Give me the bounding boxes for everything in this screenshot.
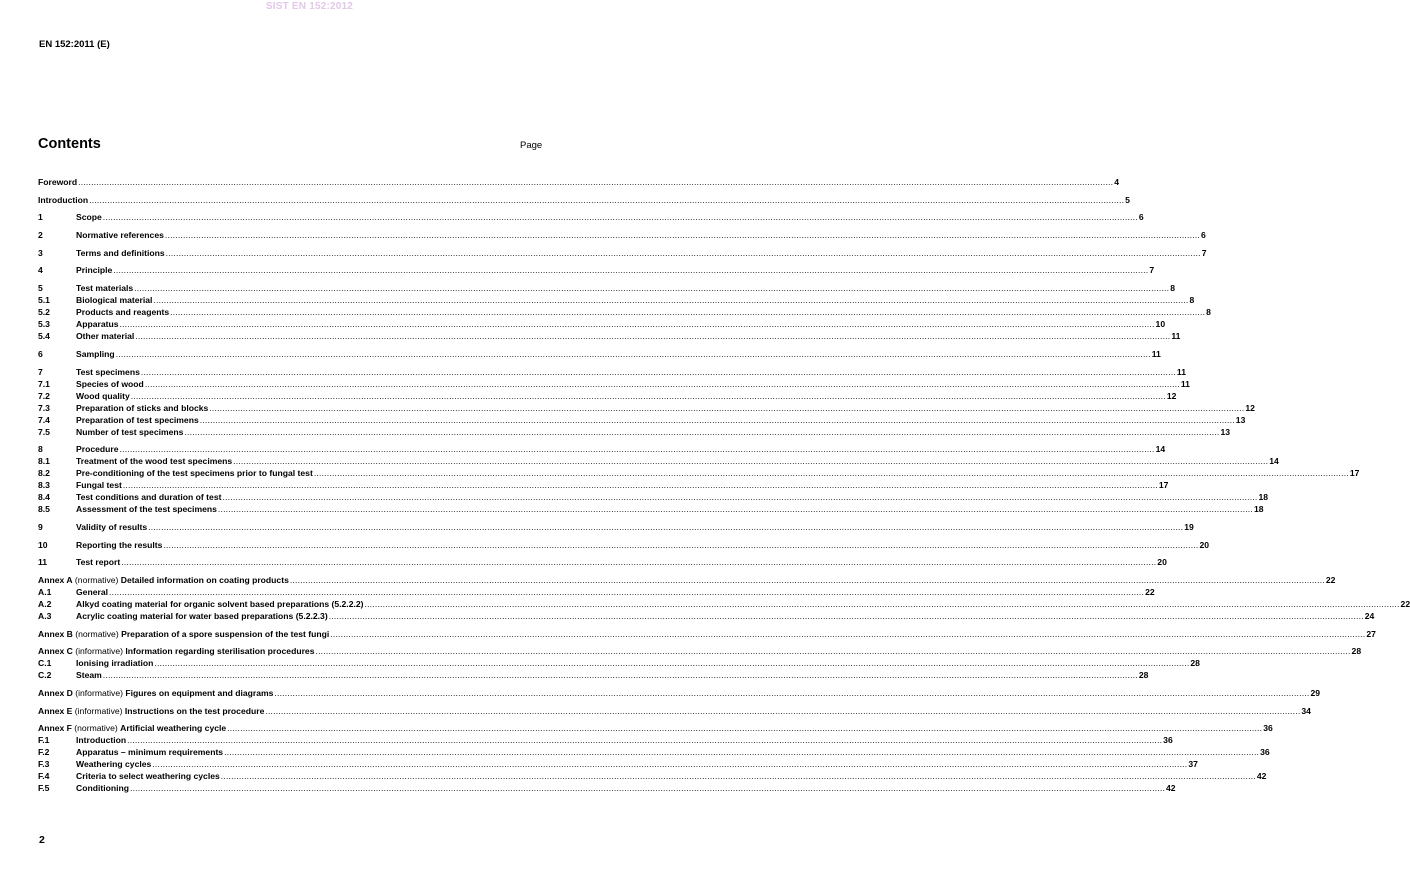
toc-entry[interactable] [38, 628, 1376, 640]
toc-entry-title: Criteria to select weathering cycles [76, 771, 220, 782]
toc-entry-title: Test conditions and duration of test [76, 492, 222, 503]
toc-entry-number: 5.1 [38, 295, 50, 306]
toc-entry[interactable] [38, 758, 1198, 770]
toc-group [38, 247, 1207, 259]
toc-entry-title: Treatment of the wood test specimens [76, 456, 233, 467]
toc-entry[interactable] [38, 610, 1375, 622]
toc-entry-title [38, 722, 226, 734]
toc-entry[interactable] [38, 574, 1336, 586]
toc-group [38, 194, 1130, 206]
toc-entry-page: 4 [1114, 177, 1119, 187]
toc-entry-number: 1 [38, 212, 43, 223]
toc-entry-number: 7.5 [38, 426, 50, 437]
watermark: SIST EN 152:2012 [265, 1, 354, 12]
dot-leader: ................................................................................................................................................................................................................................................................................................................................................................................................................ [102, 670, 1138, 681]
dot-leader: ................................................................................................................................................................................................................................................................................................................................................................................................................ [153, 295, 1189, 306]
toc-entry[interactable] [38, 306, 1211, 318]
toc-entry[interactable] [38, 211, 1144, 223]
toc-entry-title: Products and reagents [76, 307, 170, 318]
toc-group [38, 521, 1194, 533]
toc-entry-number: 5.2 [38, 307, 50, 318]
toc-entry-title: Fungal test [76, 480, 122, 491]
toc-group [38, 539, 1210, 551]
toc-entry-number: 5.3 [38, 319, 50, 330]
toc-group [38, 574, 1410, 622]
toc-entry-number: 3 [38, 247, 43, 258]
toc-entry-page: 17 [1158, 480, 1169, 491]
toc-entry[interactable] [38, 669, 1149, 681]
toc-entry-page: 27 [1366, 628, 1376, 639]
toc-entry-title: Ionising irradiation [76, 658, 154, 669]
dot-leader: ................................................................................................................................................................................................................................................................................................................................................................................................................ [119, 444, 1155, 455]
toc-group [38, 645, 1362, 681]
toc-entry-title: Apparatus [76, 319, 119, 330]
toc-entry[interactable] [38, 556, 1167, 568]
toc-entry[interactable] [38, 330, 1181, 342]
toc-entry-title: Validity of results [76, 521, 148, 532]
toc-entry-page: 11 [1151, 348, 1161, 359]
toc-group [38, 211, 1144, 223]
dot-leader: ................................................................................................................................................................................................................................................................................................................................................................................................................ [89, 194, 1125, 205]
toc-entry-number: 7 [38, 366, 43, 377]
toc-entry-page: 8 [1189, 295, 1195, 306]
toc-entry-page: 34 [1301, 705, 1311, 716]
toc-entry-page: 5 [1125, 194, 1130, 205]
annex-title: Figures on equipment and diagrams [125, 688, 274, 698]
toc-group [38, 176, 1119, 188]
dot-leader: ................................................................................................................................................................................................................................................................................................................................................................................................................ [152, 759, 1188, 770]
annex-title: Information regarding sterilisation procedures [125, 646, 315, 657]
toc-entry-page: 11 [1176, 366, 1186, 377]
toc-group [38, 282, 1211, 342]
annex-label: Annex B [38, 628, 73, 639]
toc-entry-title: Acrylic coating material for water based preparations (5.2.2.3) [76, 610, 328, 621]
table-of-contents [38, 176, 1410, 800]
toc-entry-number: F.3 [38, 759, 50, 770]
dot-leader: ................................................................................................................................................................................................................................................................................................................................................................................................................ [130, 390, 1166, 401]
toc-group [38, 556, 1167, 568]
toc-entry-number: A.2 [38, 598, 52, 609]
toc-entry-page: 7 [1149, 265, 1155, 276]
dot-leader: ................................................................................................................................................................................................................................................................................................................................................................................................................ [163, 539, 1199, 550]
toc-entry-number: 7.2 [38, 390, 50, 401]
toc-entry[interactable] [38, 645, 1362, 657]
toc-entry[interactable] [38, 746, 1270, 758]
toc-entry-page: 10 [1155, 319, 1166, 330]
annex-title: Artificial weathering cycle [120, 723, 227, 734]
toc-entry-page: 28 [1351, 646, 1362, 657]
toc-entry-title: Introduction [38, 194, 89, 205]
toc-entry[interactable] [38, 194, 1130, 206]
toc-entry-number: 8.2 [38, 468, 50, 479]
toc-entry-page: 13 [1220, 426, 1231, 437]
toc-entry[interactable] [38, 443, 1166, 455]
toc-entry-page: 19 [1184, 521, 1194, 532]
toc-entry-number: 6 [38, 348, 43, 359]
dot-leader: ................................................................................................................................................................................................................................................................................................................................................................................................................ [224, 747, 1260, 758]
toc-group [38, 229, 1206, 241]
annex-title: Instructions on the test procedure [124, 705, 265, 716]
toc-entry-title: Terms and definitions [76, 247, 165, 258]
toc-entry-title: Sampling [76, 348, 115, 359]
toc-entry-title: Test report [76, 557, 121, 568]
toc-entry-page: 24 [1364, 610, 1375, 621]
toc-entry-title: Steam [76, 670, 102, 681]
dot-leader: ................................................................................................................................................................................................................................................................................................................................................................................................................ [184, 426, 1220, 437]
toc-entry-title: Other material [76, 331, 135, 342]
toc-entry-page: 8 [1206, 307, 1211, 318]
toc-entry-title: Normative references [76, 230, 164, 241]
toc-entry-page: 7 [1201, 247, 1207, 258]
toc-entry[interactable] [38, 390, 1177, 402]
toc-entry-number: 9 [38, 521, 43, 532]
toc-entry[interactable] [38, 264, 1155, 276]
toc-entry-title: Foreword [38, 177, 78, 187]
toc-entry[interactable] [38, 687, 1321, 699]
toc-entry-page: 12 [1166, 390, 1177, 401]
annex-label: Annex D [38, 688, 73, 698]
toc-group [38, 722, 1273, 794]
page-number: 2 [39, 834, 45, 846]
dot-leader: ................................................................................................................................................................................................................................................................................................................................................................................................................ [330, 628, 1366, 639]
toc-entry-page: 11 [1180, 378, 1190, 389]
dot-leader: ................................................................................................................................................................................................................................................................................................................................................................................................................ [78, 177, 1114, 187]
annex-label: Annex A [38, 574, 73, 585]
toc-group [38, 443, 1360, 515]
dot-leader: ................................................................................................................................................................................................................................................................................................................................................................................................................ [220, 771, 1256, 782]
toc-entry[interactable] [38, 378, 1190, 390]
toc-entry-number: 7.3 [38, 402, 50, 413]
toc-entry-title [38, 628, 329, 640]
toc-entry-page: 18 [1258, 492, 1269, 503]
toc-entry-page: 22 [1325, 574, 1336, 585]
annex-label: Annex F [38, 723, 72, 734]
toc-entry-number: 11 [38, 557, 48, 568]
annex-title: Detailed information on coating products [120, 574, 289, 585]
toc-entry-page: 12 [1245, 402, 1255, 413]
toc-entry-title [38, 645, 315, 657]
annex-nature: (normative) [72, 574, 121, 585]
dot-leader: ................................................................................................................................................................................................................................................................................................................................................................................................................ [227, 723, 1263, 734]
toc-entry-title: Preparation of test specimens [76, 414, 199, 425]
toc-entry-page: 6 [1200, 230, 1206, 241]
toc-entry[interactable] [38, 455, 1279, 467]
toc-entry-title: General [76, 586, 109, 597]
toc-entry-page: 6 [1138, 212, 1144, 223]
toc-entry[interactable] [38, 503, 1264, 515]
toc-entry[interactable] [38, 491, 1269, 503]
toc-entry-title: Principle [76, 265, 113, 276]
toc-entry-page: 37 [1188, 759, 1198, 770]
toc-entry-number: A.3 [38, 610, 52, 621]
toc-entry-number: 4 [38, 265, 43, 276]
toc-entry[interactable] [38, 176, 1119, 188]
dot-leader: ................................................................................................................................................................................................................................................................................................................................................................................................................ [115, 348, 1151, 359]
toc-entry-page: 42 [1256, 771, 1267, 782]
dot-leader: ................................................................................................................................................................................................................................................................................................................................................................................................................ [222, 492, 1258, 503]
toc-entry-page: 29 [1310, 688, 1321, 698]
dot-leader: ................................................................................................................................................................................................................................................................................................................................................................................................................ [165, 247, 1201, 258]
toc-entry-title: Test specimens [76, 366, 140, 377]
toc-entry-title: Alkyd coating material for organic solvent based preparations (5.2.2.2) [76, 598, 364, 609]
toc-entry-page: 14 [1269, 456, 1279, 467]
toc-entry-page: 13 [1235, 414, 1246, 425]
page-column-label: Page [520, 140, 543, 151]
toc-entry-title: Conditioning [76, 783, 129, 794]
toc-entry-number: A.1 [38, 586, 52, 597]
toc-entry-page: 36 [1260, 747, 1270, 758]
annex-title: Preparation of a spore suspension of the test fungi [121, 628, 330, 639]
toc-entry[interactable] [38, 479, 1169, 491]
toc-entry-page: 22 [1145, 586, 1155, 597]
toc-entry-number: C.2 [38, 670, 52, 681]
document-id: EN 152:2011 (E) [39, 39, 110, 50]
toc-group [38, 264, 1155, 276]
dot-leader: ................................................................................................................................................................................................................................................................................................................................................................................................................ [164, 230, 1200, 241]
annex-nature: (normative) [72, 628, 122, 639]
toc-entry-number: 7.4 [38, 414, 50, 425]
toc-entry-number: 5 [38, 283, 43, 294]
toc-entry-number: 8 [38, 444, 43, 455]
toc-entry-title: Preparation of sticks and blocks [76, 402, 209, 413]
toc-entry[interactable] [38, 734, 1173, 746]
toc-group [38, 628, 1376, 640]
toc-group [38, 705, 1311, 717]
dot-leader: ................................................................................................................................................................................................................................................................................................................................................................................................................ [199, 414, 1235, 425]
dot-leader: ................................................................................................................................................................................................................................................................................................................................................................................................................ [113, 265, 1149, 276]
toc-entry-page: 17 [1349, 468, 1360, 479]
toc-entry-number: 7.1 [38, 378, 50, 389]
toc-entry-title [38, 687, 273, 699]
toc-entry-title: Pre-conditioning of the test specimens prior to fungal test [76, 468, 313, 479]
toc-entry-title [38, 705, 264, 717]
toc-entry-title: Assessment of the test specimens [76, 504, 217, 515]
toc-group [38, 348, 1161, 360]
toc-entry-number: 8.5 [38, 504, 50, 515]
annex-nature: (informative) [72, 646, 126, 657]
toc-entry[interactable] [38, 770, 1267, 782]
annex-nature: (informative) [72, 705, 125, 716]
toc-entry-title: Weathering cycles [76, 759, 152, 770]
toc-entry-number: 8.3 [38, 480, 50, 491]
toc-entry[interactable] [38, 539, 1210, 551]
dot-leader: ................................................................................................................................................................................................................................................................................................................................................................................................................ [364, 598, 1400, 609]
dot-leader: ................................................................................................................................................................................................................................................................................................................................................................................................................ [170, 307, 1206, 318]
toc-entry[interactable] [38, 414, 1246, 426]
toc-entry-page: 22 [1400, 598, 1410, 609]
toc-entry-page: 42 [1166, 783, 1176, 794]
toc-entry-page: 11 [1171, 331, 1181, 342]
toc-entry[interactable] [38, 521, 1194, 533]
toc-entry-title: Test materials [76, 283, 134, 294]
dot-leader: ................................................................................................................................................................................................................................................................................................................................................................................................................ [102, 212, 1138, 223]
toc-entry-page: 28 [1190, 658, 1200, 669]
dot-leader: ................................................................................................................................................................................................................................................................................................................................................................................................................ [109, 586, 1145, 597]
toc-entry[interactable] [38, 657, 1200, 669]
toc-entry[interactable] [38, 467, 1360, 479]
toc-entry[interactable] [38, 782, 1176, 794]
toc-entry-number: 2 [38, 230, 43, 241]
dot-leader: ................................................................................................................................................................................................................................................................................................................................................................................................................ [265, 705, 1301, 716]
annex-label: Annex C [38, 646, 73, 657]
toc-entry-title: Scope [76, 212, 102, 223]
toc-entry[interactable] [38, 366, 1186, 378]
toc-entry-number: 5.4 [38, 331, 50, 342]
toc-entry-title: Species of wood [76, 378, 144, 389]
toc-entry[interactable] [38, 348, 1161, 360]
toc-group [38, 687, 1321, 699]
toc-entry-number: 8.4 [38, 492, 50, 503]
toc-entry[interactable] [38, 586, 1155, 598]
toc-group [38, 366, 1255, 438]
dot-leader: ................................................................................................................................................................................................................................................................................................................................................................................................................ [274, 688, 1310, 698]
annex-label: Annex E [38, 705, 73, 716]
toc-entry-page: 8 [1170, 283, 1175, 294]
dot-leader: ................................................................................................................................................................................................................................................................................................................................................................................................................ [328, 610, 1364, 621]
toc-entry[interactable] [38, 282, 1175, 294]
dot-leader: ................................................................................................................................................................................................................................................................................................................................................................................................................ [289, 574, 1325, 585]
dot-leader: ................................................................................................................................................................................................................................................................................................................................................................................................................ [144, 378, 1180, 389]
toc-entry-number: C.1 [38, 658, 52, 669]
dot-leader: ................................................................................................................................................................................................................................................................................................................................................................................................................ [154, 658, 1190, 669]
annex-nature: (normative) [71, 723, 121, 734]
toc-entry[interactable] [38, 598, 1410, 610]
toc-entry[interactable] [38, 426, 1231, 438]
dot-leader: ................................................................................................................................................................................................................................................................................................................................................................................................................ [119, 319, 1155, 330]
toc-entry-page: 14 [1155, 444, 1166, 455]
dot-leader: ................................................................................................................................................................................................................................................................................................................................................................................................................ [122, 480, 1158, 491]
toc-entry-page: 18 [1253, 504, 1264, 515]
toc-entry-title: Introduction [76, 735, 127, 746]
dot-leader: ................................................................................................................................................................................................................................................................................................................................................................................................................ [217, 504, 1253, 515]
dot-leader: ................................................................................................................................................................................................................................................................................................................................................................................................................ [140, 366, 1176, 377]
toc-entry-title: Procedure [76, 444, 119, 455]
toc-entry[interactable] [38, 247, 1207, 259]
dot-leader: ................................................................................................................................................................................................................................................................................................................................................................................................................ [135, 331, 1171, 342]
toc-entry-title: Apparatus – minimum requirements [76, 747, 224, 758]
toc-entry-number: F.5 [38, 783, 50, 794]
dot-leader: ................................................................................................................................................................................................................................................................................................................................................................................................................ [315, 646, 1351, 657]
toc-entry-page: 36 [1163, 735, 1173, 746]
toc-entry[interactable] [38, 294, 1195, 306]
dot-leader: ................................................................................................................................................................................................................................................................................................................................................................................................................ [148, 521, 1184, 532]
toc-entry-page: 36 [1263, 723, 1273, 734]
dot-leader: ................................................................................................................................................................................................................................................................................................................................................................................................................ [121, 557, 1157, 568]
contents-heading: Contents [38, 136, 101, 152]
toc-entry[interactable] [38, 318, 1166, 330]
toc-entry[interactable] [38, 705, 1311, 717]
dot-leader: ................................................................................................................................................................................................................................................................................................................................................................................................................ [233, 456, 1269, 467]
toc-entry-title: Reporting the results [76, 539, 163, 550]
dot-leader: ................................................................................................................................................................................................................................................................................................................................................................................................................ [127, 735, 1163, 746]
dot-leader: ................................................................................................................................................................................................................................................................................................................................................................................................................ [134, 283, 1170, 294]
toc-entry[interactable] [38, 229, 1206, 241]
dot-leader: ................................................................................................................................................................................................................................................................................................................................................................................................................ [313, 468, 1349, 479]
toc-entry-title [38, 574, 289, 586]
toc-entry-title: Number of test specimens [76, 426, 184, 437]
toc-entry-number: F.1 [38, 735, 50, 746]
toc-entry-number: F.2 [38, 747, 50, 758]
toc-entry[interactable] [38, 722, 1273, 734]
toc-entry-page: 28 [1138, 670, 1149, 681]
toc-entry-number: 8.1 [38, 456, 50, 467]
toc-entry-number: 10 [38, 539, 48, 550]
dot-leader: ................................................................................................................................................................................................................................................................................................................................................................................................................ [129, 783, 1166, 794]
toc-entry-page: 20 [1157, 557, 1167, 568]
toc-entry-page: 20 [1199, 539, 1210, 550]
toc-entry-title: Wood quality [76, 390, 130, 401]
toc-entry-number: F.4 [38, 771, 50, 782]
toc-entry-title: Biological material [76, 295, 153, 306]
dot-leader: ................................................................................................................................................................................................................................................................................................................................................................................................................ [209, 402, 1245, 413]
toc-entry[interactable] [38, 402, 1255, 414]
annex-nature: (informative) [72, 688, 126, 698]
